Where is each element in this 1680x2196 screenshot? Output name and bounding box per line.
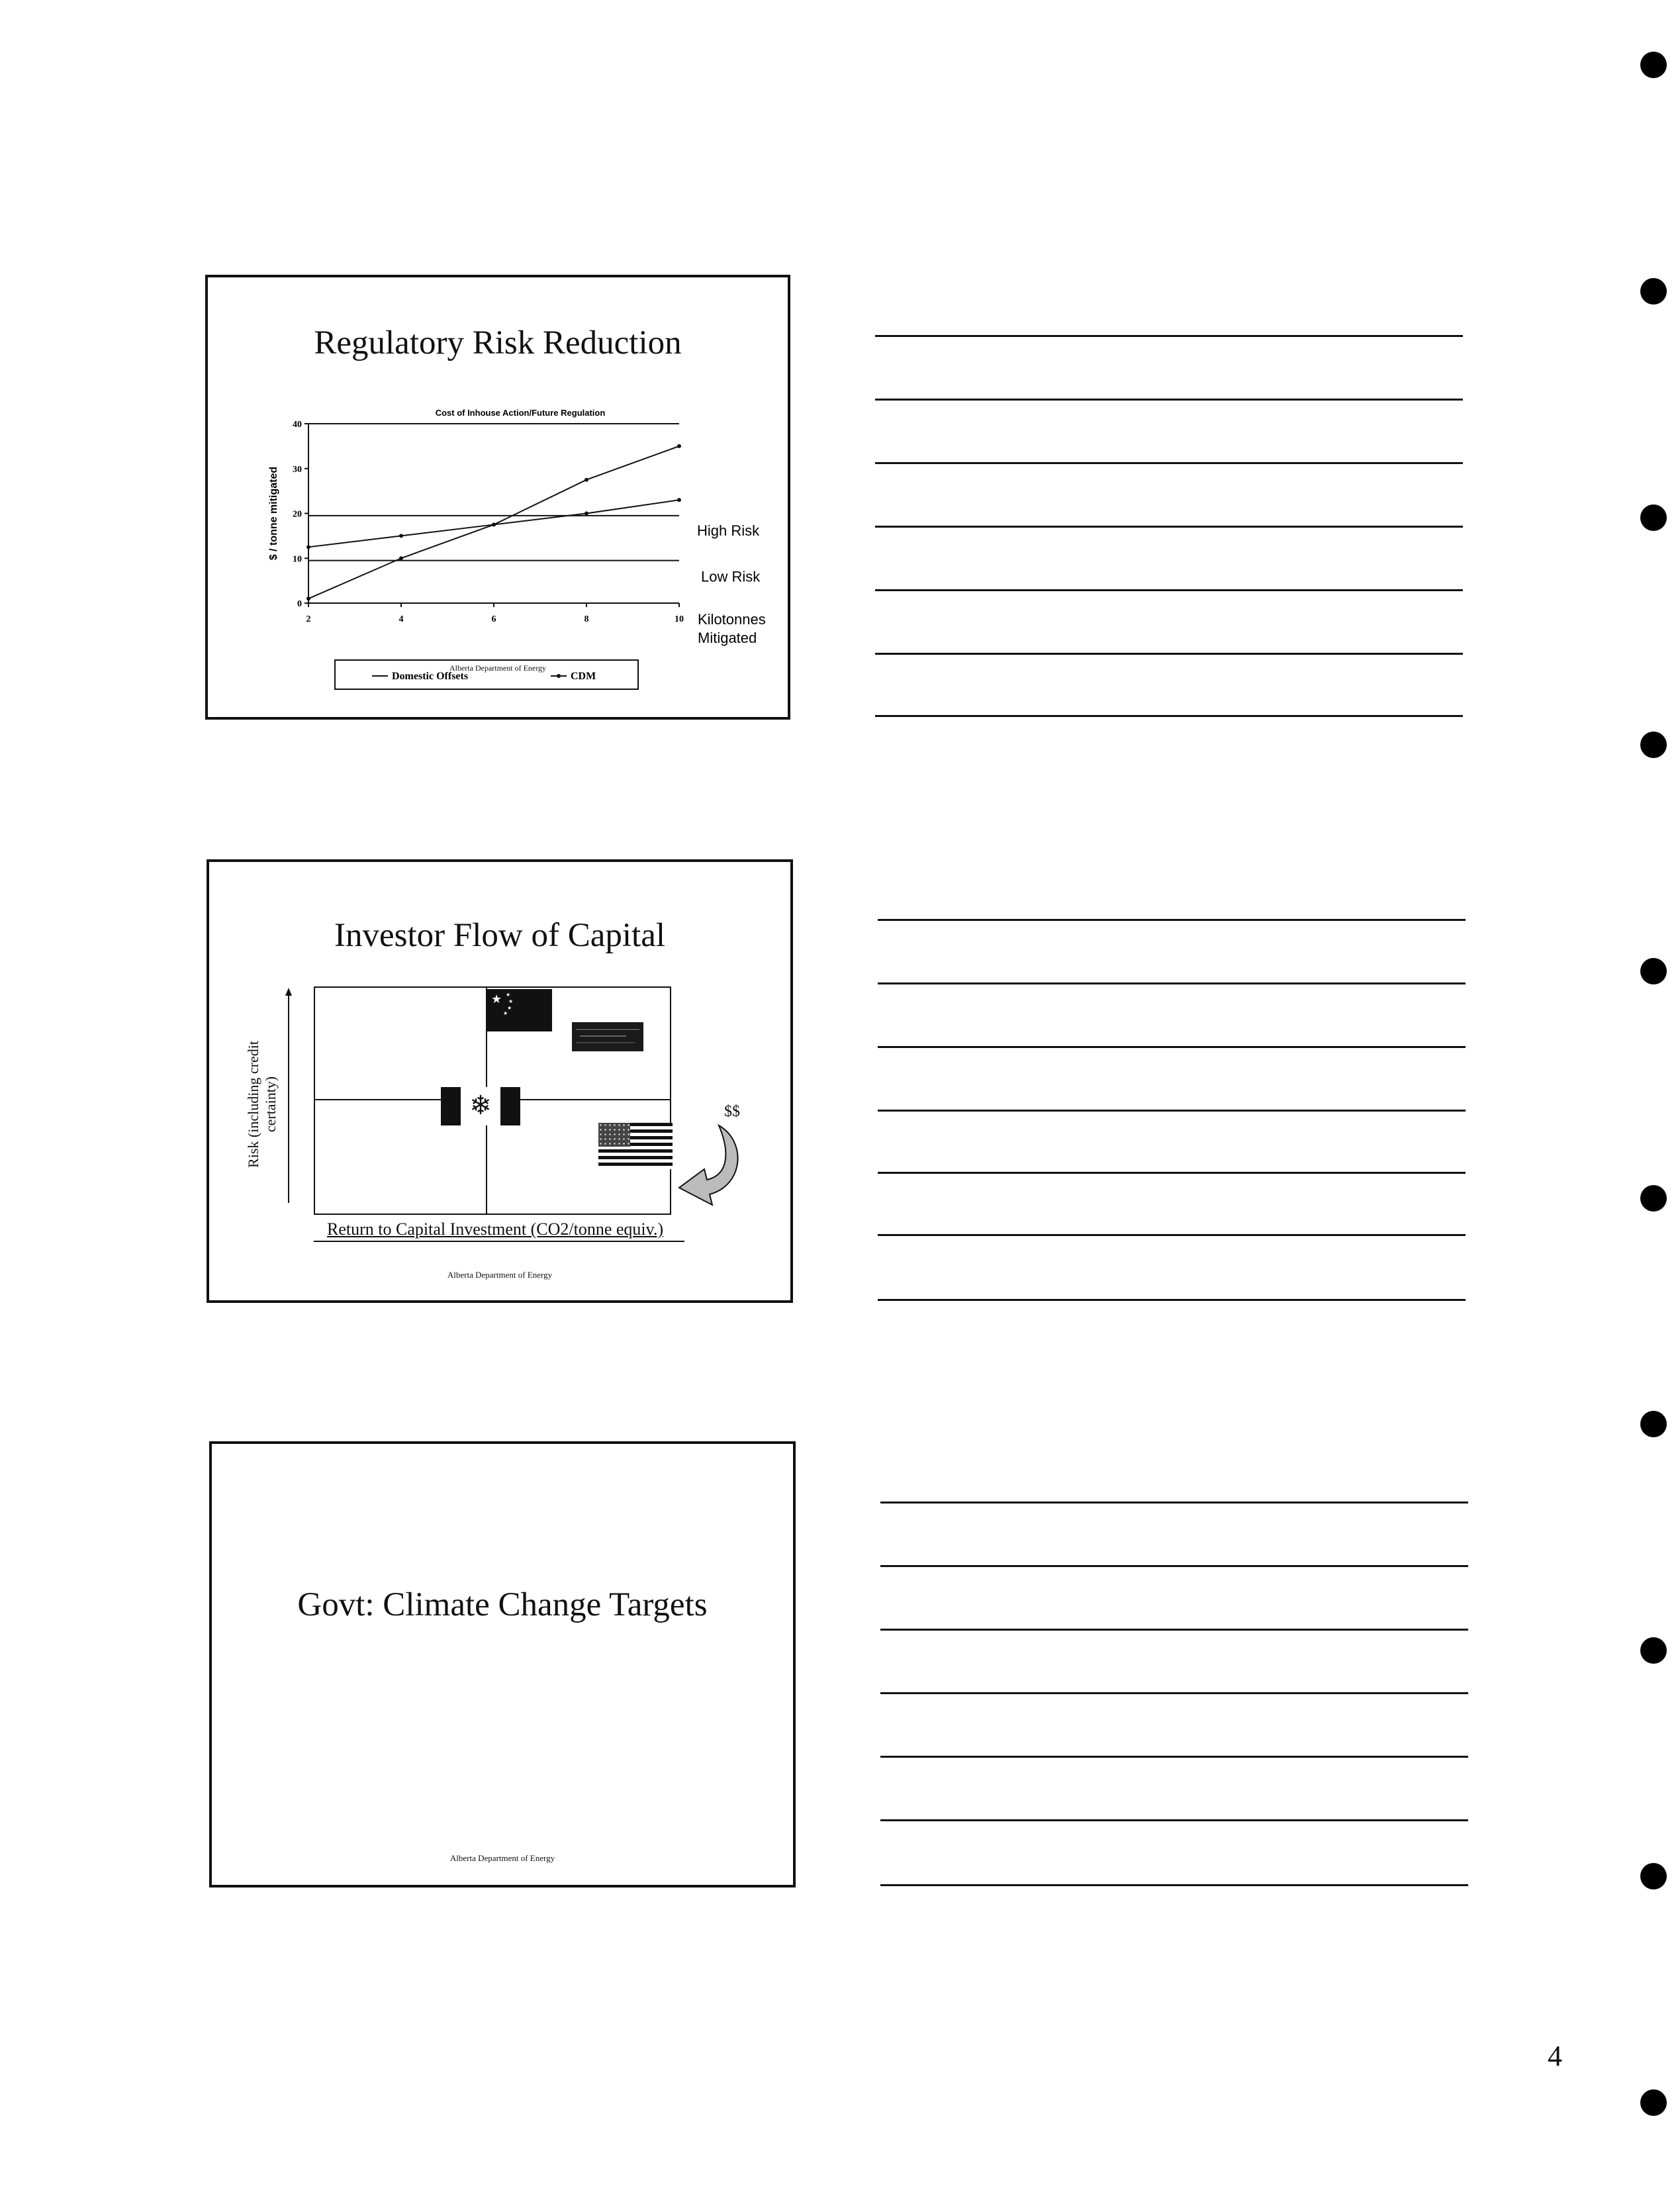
x-tick-label: 6 xyxy=(491,614,496,624)
binder-hole xyxy=(1640,1411,1667,1437)
slide-footer: Alberta Department of Energy xyxy=(449,1853,555,1863)
legend-marker xyxy=(557,674,561,678)
regulatory-risk-chart xyxy=(208,277,788,717)
binder-hole xyxy=(1640,2089,1667,2116)
note-line xyxy=(875,462,1463,464)
usa-flag-icon xyxy=(598,1123,673,1169)
legend-label: CDM xyxy=(571,671,596,682)
legend-label: Domestic Offsets xyxy=(392,671,469,682)
binder-hole xyxy=(1640,278,1667,305)
binder-hole xyxy=(1640,732,1667,758)
slide-govt-targets xyxy=(209,1441,796,1887)
data-point xyxy=(492,522,496,526)
note-line xyxy=(878,919,1466,921)
note-line xyxy=(878,1110,1466,1112)
data-point xyxy=(399,534,403,538)
chart-caption: Cost of Inhouse Action/Future Regulation xyxy=(435,408,606,418)
binder-hole xyxy=(1640,1637,1667,1664)
page-number: 4 xyxy=(1548,2040,1562,2072)
money-label: $$ xyxy=(724,1103,740,1120)
capital-flow-arrow-icon xyxy=(673,1122,765,1214)
slide-footer: Alberta Department of Energy xyxy=(449,663,547,673)
return-axis-underline xyxy=(314,1241,684,1242)
data-point xyxy=(399,556,403,560)
binder-hole xyxy=(1640,52,1667,78)
x-tick-label: 2 xyxy=(306,614,311,624)
data-point xyxy=(584,478,588,482)
y-tick-label: 40 xyxy=(293,420,302,430)
binder-hole xyxy=(1640,958,1667,984)
note-line xyxy=(880,1819,1468,1821)
binder-hole xyxy=(1640,504,1667,531)
note-line xyxy=(875,335,1463,337)
x-axis-label: Mitigated xyxy=(698,630,757,646)
note-line xyxy=(878,1299,1466,1301)
note-line xyxy=(880,1884,1468,1886)
slide-footer: Alberta Department of Energy xyxy=(447,1270,553,1280)
note-line xyxy=(880,1692,1468,1694)
slide-title: Govt: Climate Change Targets xyxy=(297,1586,708,1623)
slide-regulatory-risk xyxy=(205,275,790,720)
y-tick-label: 30 xyxy=(293,464,302,475)
x-tick-label: 8 xyxy=(584,614,589,624)
china-flag-icon: ★ ★ ★ ★ ★ xyxy=(486,989,552,1031)
data-point xyxy=(677,498,681,502)
canada-flag-icon: ❄ xyxy=(441,1087,520,1125)
note-line xyxy=(875,715,1463,717)
note-line xyxy=(878,1172,1466,1174)
note-line xyxy=(875,653,1463,655)
series-line-domestic-offsets xyxy=(308,446,679,598)
note-line xyxy=(875,399,1463,401)
slide-title: Regulatory Risk Reduction xyxy=(314,324,682,361)
y-tick-label: 0 xyxy=(297,599,302,609)
return-axis-label: Return to Capital Investment (CO2/tonne equiv.) xyxy=(327,1219,664,1239)
note-line xyxy=(880,1756,1468,1758)
slide-title: Investor Flow of Capital xyxy=(334,917,665,954)
data-point xyxy=(584,512,588,516)
x-axis-label: Kilotonnes xyxy=(698,611,766,628)
y-axis-label: $ / tonne mitigated xyxy=(268,466,279,561)
note-line xyxy=(878,1234,1466,1236)
x-tick-label: 4 xyxy=(398,614,404,624)
y-tick-label: 20 xyxy=(293,509,302,520)
note-line xyxy=(875,589,1463,591)
data-point xyxy=(306,597,310,600)
note-line xyxy=(880,1629,1468,1631)
note-line xyxy=(880,1565,1468,1567)
data-point xyxy=(306,545,310,549)
note-line xyxy=(878,1046,1466,1048)
note-line xyxy=(878,982,1466,984)
note-line xyxy=(875,526,1463,528)
y-tick-label: 10 xyxy=(293,554,302,565)
dark-flag-icon xyxy=(572,1022,643,1051)
quadrant-box xyxy=(314,986,671,1215)
risk-axis-arrow xyxy=(282,988,295,1206)
high-risk-label: High Risk xyxy=(697,522,760,539)
low-risk-label: Low Risk xyxy=(701,568,761,585)
binder-hole xyxy=(1640,1863,1667,1889)
risk-axis-label: Risk (including credit certainty) xyxy=(245,1041,279,1168)
note-line xyxy=(880,1502,1468,1504)
binder-hole xyxy=(1640,1185,1667,1212)
data-point xyxy=(677,444,681,448)
slide-investor-flow xyxy=(207,859,793,1303)
x-tick-label: 10 xyxy=(675,614,684,624)
